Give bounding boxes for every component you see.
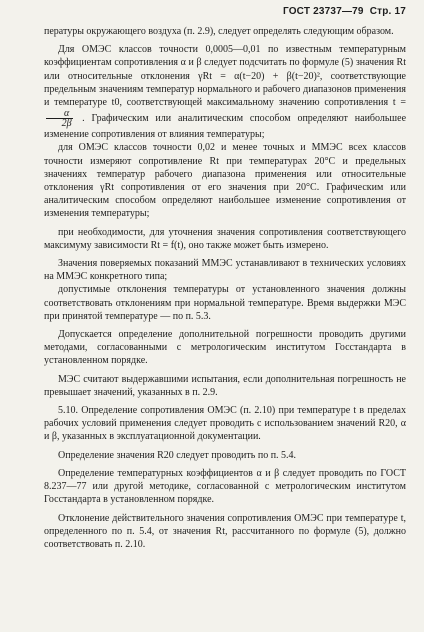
- paragraph: для ОМЭС классов точности 0,02 и менее точных и ММЭС всех классов точности измеряют сопротивление Rt при температурах 20°С и предельных значениях температур рабочего диапазона применения или относительные отклонения γRt сопротивления от его значения при 20°С. Графическим или аналитическим способом определяют наибольшее изменение сопротивления от изменения температуры;: [44, 142, 406, 220]
- fraction-denominator: 2β: [61, 118, 72, 130]
- paragraph: Отклонение действительного значения сопротивления ОМЭС при температуре t, определенного по п. 5.4, от значения Rt, рассчитанного по формуле (5), должно соответствовать п. 2.10.: [44, 512, 406, 550]
- formula-fraction: [44, 109, 75, 128]
- page-number: Стр. 17: [369, 6, 406, 17]
- paragraph: Значения поверяемых показаний ММЭС устанавливают в технических условиях на ММЭС конкретного типа;: [44, 258, 406, 283]
- paragraph-text: . Графическим или аналитическим способом определяют наибольшее изменение сопротивления от влияния температуры;: [44, 113, 407, 141]
- paragraph: Определение значения R20 следует проводить по п. 5.4.: [58, 449, 297, 461]
- paragraph: пературы окружающего воздуха (п. 2.9), следует определять следующим образом.: [44, 26, 394, 37]
- standard-number: ГОСТ 23737—79: [282, 6, 364, 17]
- paragraph: МЭС считают выдержавшими испытания, если дополнительная погрешность не превышает значений, указанных в п. 2.9.: [44, 373, 406, 398]
- fraction-numerator: α: [46, 109, 73, 119]
- paragraph: при необходимости, для уточнения значения сопротивления соответствующего максимуму зависимости Rt = f(t), оно также может быть измерено.: [44, 226, 406, 251]
- paragraph: Допускается определение дополнительной погрешности проводить другими методами, согласованными с метрологическим институтом Госстандарта в установленном порядке.: [44, 329, 406, 367]
- paragraph: 5.10. Определение сопротивления ОМЭС (п. 2.10) при температуре t в пределах рабочих условий применения следует проводить с использованием значений R20, α и β, указанных в эксплуатационной документации.: [44, 405, 406, 443]
- paragraph: допустимые отклонения температуры от установленного значения должны соответствовать отклонениям при нормальной температуре. Время выдержки МЭС при принятой температуре — по п. 5.3.: [44, 284, 406, 322]
- paragraph: Определение температурных коэффициентов α и β следует проводить по ГОСТ 8.237—77 или другой методике, согласованной с метрологическим институтом Госстандарта в установленном порядке.: [44, 467, 406, 506]
- paragraph-with-formula: [44, 43, 406, 141]
- page-header: [44, 6, 406, 17]
- paragraph-text: Для ОМЭС классов точности 0,0005—0,01 по известным температурным коэффициентам сопротивления α и β следует подсчитать по формуле (5) значения Rt или относительные отклонения γRt = α(t−20) + β(t−20)², соответствующие предельным значениям температур нормального и рабочего диапазонов применения и температуре t0, соответствующей максимальному значению сопротивления t =: [44, 44, 406, 109]
